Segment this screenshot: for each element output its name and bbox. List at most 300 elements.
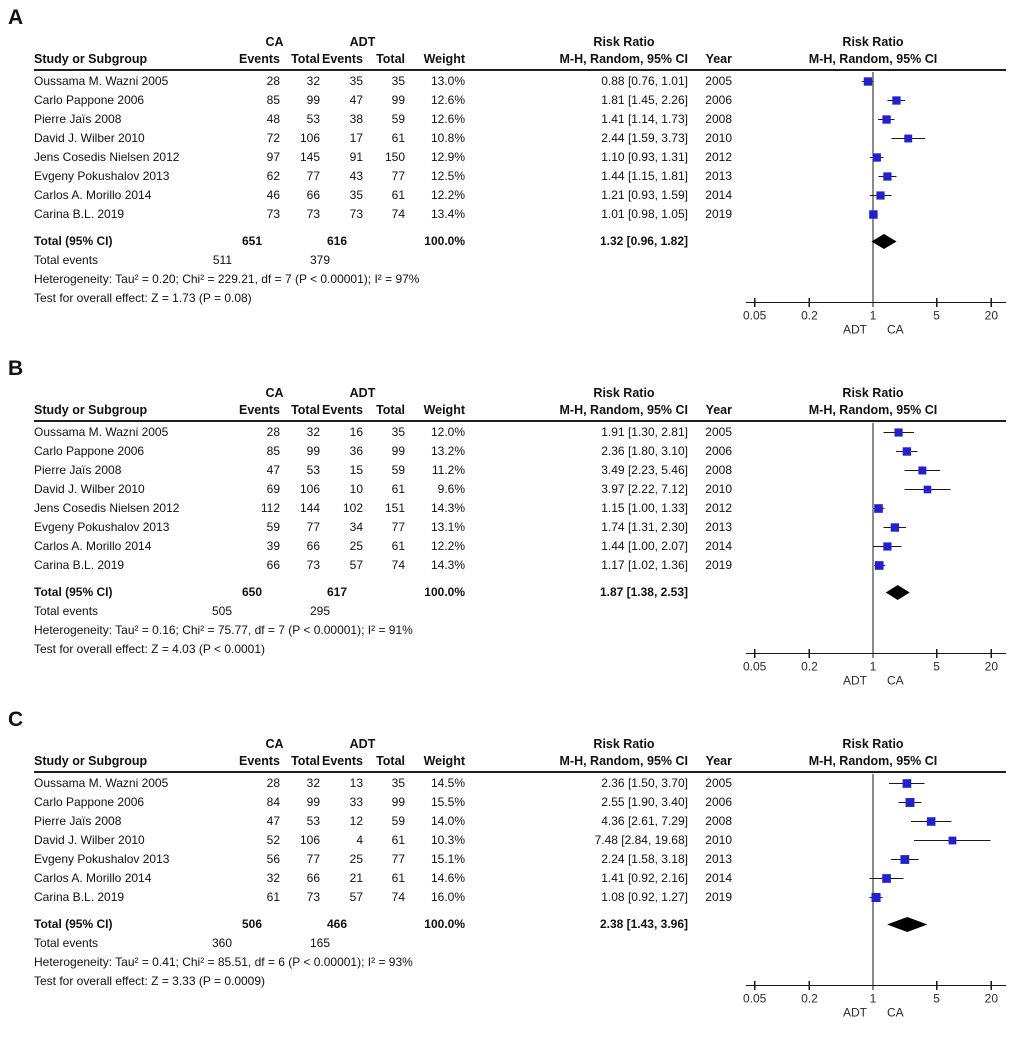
cell-adt-total: 61	[391, 833, 405, 847]
cell-year: 2005	[705, 776, 732, 790]
effect-marker	[894, 428, 902, 436]
cell-total-adt: 617	[326, 585, 347, 599]
col-group-ca: CA	[265, 35, 284, 49]
effect-marker	[924, 486, 932, 494]
cell-weight: 12.6%	[430, 93, 465, 107]
cell-risk-ratio: 1.44 [1.00, 2.07]	[601, 539, 688, 553]
cell-weight: 14.6%	[430, 871, 465, 885]
cell-study-name: David J. Wilber 2010	[34, 482, 145, 496]
effect-marker	[891, 523, 899, 531]
col-header-year: Year	[705, 52, 732, 66]
cell-adt-events: 38	[349, 112, 363, 126]
forest-panel-C	[0, 708, 1020, 1030]
cell-ca-events: 66	[266, 558, 280, 572]
cell-total-adt: 616	[326, 234, 347, 248]
cell-adt-events: 4	[356, 833, 363, 847]
forest-panel-A	[0, 6, 1020, 347]
cell-ca-total: 106	[299, 833, 320, 847]
col-header-adt-total: Total	[376, 754, 405, 768]
cell-year: 2012	[705, 150, 732, 164]
cell-study-name: David J. Wilber 2010	[34, 833, 145, 847]
axis-tick-label: 1	[869, 659, 877, 674]
cell-weight: 12.2%	[430, 188, 465, 202]
col-header-ca-events: Events	[239, 403, 280, 417]
cell-total-events-ca: 511	[212, 253, 232, 267]
axis-tick-label: 0.05	[742, 659, 767, 674]
cell-ca-total: 106	[299, 482, 320, 496]
cell-ca-events: 56	[266, 852, 280, 866]
cell-adt-events: 91	[349, 150, 363, 164]
cell-total-ca: 650	[241, 585, 262, 599]
overall-effect-note: Test for overall effect: Z = 4.03 (P < 0.0001)	[34, 642, 266, 656]
cell-year: 2006	[705, 444, 732, 458]
col-header-adt-events: Events	[322, 403, 363, 417]
overall-effect-note: Test for overall effect: Z = 1.73 (P = 0.08)	[34, 291, 252, 305]
cell-year: 2019	[705, 558, 732, 572]
cell-adt-events: 73	[349, 207, 363, 221]
cell-adt-total: 99	[391, 93, 405, 107]
cell-ca-total: 53	[306, 112, 320, 126]
effect-marker	[875, 561, 884, 570]
cell-risk-ratio: 2.24 [1.58, 3.18]	[601, 852, 688, 866]
cell-total-events-label: Total events	[34, 604, 99, 618]
cell-adt-events: 25	[349, 852, 363, 866]
effect-marker	[927, 817, 936, 826]
axis-tick-label: 20	[984, 308, 999, 323]
col-header-adt-total: Total	[376, 52, 405, 66]
effect-marker	[900, 855, 909, 864]
forest-plot-graph	[700, 736, 1020, 1030]
forest-panel-B	[0, 357, 1020, 698]
cell-adt-total: 99	[391, 444, 405, 458]
axis-tick-label: 1	[869, 991, 877, 1006]
cell-risk-ratio: 3.97 [2.22, 7.12]	[601, 482, 688, 496]
panel-body	[0, 736, 1020, 1030]
col-group-adt: ADT	[349, 737, 376, 751]
plot-subtitle: M-H, Random, 95% CI	[808, 754, 938, 768]
forest-plot-graph	[700, 34, 1020, 347]
effect-marker	[904, 135, 912, 143]
col-header-study: Study or Subgroup	[34, 754, 148, 768]
cell-ca-events: 112	[260, 501, 280, 515]
axis-tick-label: 0.05	[742, 308, 767, 323]
cell-ca-events: 52	[266, 833, 280, 847]
cell-year: 2019	[705, 207, 732, 221]
cell-weight: 9.6%	[437, 482, 465, 496]
effect-marker	[882, 115, 890, 123]
cell-study-name: Evgeny Pokushalov 2013	[34, 520, 170, 534]
cell-adt-total: 35	[391, 74, 405, 88]
cell-study-name: Carlos A. Morillo 2014	[34, 871, 152, 885]
cell-risk-ratio: 4.36 [2.61, 7.29]	[601, 814, 688, 828]
cell-ca-events: 69	[266, 482, 280, 496]
col-header-weight: Weight	[423, 52, 465, 66]
cell-risk-ratio: 1.15 [1.00, 1.33]	[601, 501, 688, 515]
cell-study-name: Carina B.L. 2019	[34, 890, 125, 904]
cell-year: 2014	[705, 188, 732, 202]
effect-marker	[874, 504, 883, 513]
cell-risk-ratio: 1.91 [1.30, 2.81]	[601, 425, 688, 439]
cell-adt-total: 61	[391, 539, 405, 553]
cell-weight: 13.4%	[430, 207, 465, 221]
effect-marker	[876, 191, 884, 199]
cell-total-risk-ratio: 2.38 [1.43, 3.96]	[599, 917, 688, 931]
cell-adt-events: 57	[349, 890, 363, 904]
cell-study-name: Oussama M. Wazni 2005	[34, 74, 169, 88]
col-header-weight: Weight	[423, 403, 465, 417]
favours-left-label: ADT	[843, 322, 867, 337]
cell-weight: 14.5%	[430, 776, 465, 790]
col-group-adt: ADT	[349, 35, 376, 49]
cell-ca-total: 77	[306, 169, 320, 183]
cell-year: 2012	[705, 501, 732, 515]
axis-tick-label: 1	[869, 308, 877, 323]
cell-weight: 13.0%	[430, 74, 465, 88]
cell-adt-events: 35	[349, 188, 363, 202]
cell-ca-total: 145	[299, 150, 320, 164]
col-header-ca-total: Total	[291, 754, 320, 768]
cell-adt-total: 61	[391, 131, 405, 145]
effect-marker	[883, 542, 891, 550]
cell-total-label: Total (95% CI)	[34, 585, 113, 599]
cell-study-name: David J. Wilber 2010	[34, 131, 145, 145]
summary-diamond	[886, 585, 910, 600]
cell-risk-ratio: 1.41 [1.14, 1.73]	[601, 112, 688, 126]
cell-ca-total: 73	[306, 558, 320, 572]
cell-adt-events: 13	[349, 776, 363, 790]
effect-marker	[903, 447, 911, 455]
cell-ca-total: 66	[306, 188, 320, 202]
cell-year: 2010	[705, 833, 732, 847]
cell-total-events-ca: 360	[211, 936, 232, 950]
col-header-ca-total: Total	[291, 403, 320, 417]
cell-adt-events: 21	[349, 871, 363, 885]
cell-ca-total: 66	[306, 539, 320, 553]
cell-adt-total: 74	[391, 207, 405, 221]
cell-ca-events: 73	[266, 207, 280, 221]
cell-adt-total: 99	[391, 795, 405, 809]
cell-year: 2008	[705, 463, 732, 477]
col-header-adt-events: Events	[322, 52, 363, 66]
effect-marker	[918, 467, 926, 475]
effect-marker	[869, 210, 877, 218]
cell-study-name: Jens Cosedis Nielsen 2012	[34, 501, 180, 515]
cell-weight: 16.0%	[430, 890, 465, 904]
axis-tick-label: 0.2	[801, 308, 818, 323]
cell-ca-total: 99	[306, 93, 320, 107]
cell-ca-total: 73	[306, 890, 320, 904]
cell-total-events-adt: 295	[309, 604, 330, 618]
cell-ca-events: 28	[266, 74, 280, 88]
cell-year: 2010	[705, 482, 732, 496]
cell-total-events-adt: 379	[309, 253, 330, 267]
cell-risk-ratio: 1.10 [0.93, 1.31]	[601, 150, 688, 164]
summary-diamond	[887, 917, 927, 932]
axis-tick-label: 0.05	[742, 991, 767, 1006]
favours-right-label: CA	[887, 673, 904, 688]
cell-risk-ratio: 1.17 [1.02, 1.36]	[601, 558, 688, 572]
heterogeneity-note: Heterogeneity: Tau² = 0.20; Chi² = 229.21, df = 7 (P < 0.00001); I² = 97%	[34, 272, 420, 286]
cell-weight: 10.8%	[430, 131, 465, 145]
cell-adt-events: 16	[349, 425, 363, 439]
cell-risk-ratio: 1.08 [0.92, 1.27]	[601, 890, 688, 904]
effect-marker	[882, 874, 891, 883]
heterogeneity-note: Heterogeneity: Tau² = 0.41; Chi² = 85.51, df = 6 (P < 0.00001); I² = 93%	[34, 955, 413, 969]
axis-tick-label: 5	[933, 991, 940, 1006]
cell-ca-total: 53	[306, 463, 320, 477]
cell-risk-ratio: 1.41 [0.92, 2.16]	[601, 871, 688, 885]
cell-weight: 15.5%	[430, 795, 465, 809]
cell-study-name: Carlo Pappone 2006	[34, 93, 145, 107]
cell-ca-events: 47	[266, 463, 280, 477]
cell-year: 2013	[705, 852, 732, 866]
col-group-risk-ratio: Risk Ratio	[593, 35, 655, 49]
cell-risk-ratio: 7.48 [2.84, 19.68]	[594, 833, 688, 847]
cell-weight: 14.3%	[430, 501, 465, 515]
cell-adt-events: 43	[349, 169, 363, 183]
effect-marker	[892, 96, 900, 104]
cell-ca-total: 99	[306, 795, 320, 809]
summary-diamond	[871, 234, 896, 249]
cell-ca-events: 61	[266, 890, 280, 904]
effect-marker	[906, 798, 915, 807]
cell-risk-ratio: 1.44 [1.15, 1.81]	[601, 169, 688, 183]
effect-marker	[873, 153, 881, 161]
favours-left-label: ADT	[843, 1005, 867, 1020]
cell-weight: 14.3%	[430, 558, 465, 572]
cell-adt-total: 77	[391, 852, 405, 866]
panel-label: C	[8, 708, 24, 731]
col-header-weight: Weight	[423, 754, 465, 768]
cell-ca-total: 66	[306, 871, 320, 885]
cell-total-weight: 100.0%	[424, 917, 465, 931]
cell-risk-ratio: 0.88 [0.76, 1.01]	[601, 74, 688, 88]
plot-subtitle: M-H, Random, 95% CI	[808, 403, 938, 417]
cell-study-name: Carlo Pappone 2006	[34, 795, 145, 809]
cell-risk-ratio: 2.55 [1.90, 3.40]	[601, 795, 688, 809]
cell-weight: 13.2%	[430, 444, 465, 458]
cell-year: 2010	[705, 131, 732, 145]
cell-ca-total: 99	[306, 444, 320, 458]
cell-year: 2013	[705, 169, 732, 183]
col-group-ca: CA	[265, 386, 284, 400]
cell-adt-events: 10	[349, 482, 363, 496]
cell-adt-total: 151	[384, 501, 405, 515]
cell-ca-events: 59	[266, 520, 280, 534]
cell-total-weight: 100.0%	[424, 234, 465, 248]
cell-study-name: Carina B.L. 2019	[34, 207, 125, 221]
cell-adt-events: 12	[349, 814, 363, 828]
panel-label: A	[8, 6, 24, 29]
cell-ca-total: 32	[306, 425, 320, 439]
cell-total-label: Total (95% CI)	[34, 234, 113, 248]
cell-adt-total: 77	[391, 169, 405, 183]
cell-adt-total: 61	[391, 482, 405, 496]
cell-ca-total: 77	[306, 520, 320, 534]
cell-risk-ratio: 2.36 [1.50, 3.70]	[601, 776, 688, 790]
cell-adt-events: 17	[349, 131, 363, 145]
cell-adt-total: 59	[391, 463, 405, 477]
cell-ca-events: 85	[266, 93, 280, 107]
cell-total-events-adt: 165	[309, 936, 330, 950]
cell-year: 2006	[705, 93, 732, 107]
cell-study-name: Pierre Jaïs 2008	[34, 814, 122, 828]
cell-ca-events: 62	[266, 169, 280, 183]
plot-subtitle: M-H, Random, 95% CI	[808, 52, 938, 66]
cell-total-risk-ratio: 1.87 [1.38, 2.53]	[599, 585, 688, 599]
cell-year: 2014	[705, 871, 732, 885]
col-header-study: Study or Subgroup	[34, 403, 148, 417]
effect-marker	[864, 77, 872, 85]
cell-ca-total: 32	[306, 74, 320, 88]
cell-study-name: Evgeny Pokushalov 2013	[34, 169, 170, 183]
cell-ca-total: 144	[299, 501, 320, 515]
cell-weight: 12.0%	[430, 425, 465, 439]
effect-marker	[903, 779, 912, 788]
cell-adt-total: 74	[391, 558, 405, 572]
cell-weight: 10.3%	[430, 833, 465, 847]
cell-ca-events: 46	[266, 188, 280, 202]
cell-ca-total: 106	[299, 131, 320, 145]
cell-risk-ratio: 3.49 [2.23, 5.46]	[601, 463, 688, 477]
cell-ca-events: 85	[266, 444, 280, 458]
cell-total-events-label: Total events	[34, 936, 99, 950]
cell-study-name: Oussama M. Wazni 2005	[34, 425, 169, 439]
cell-study-name: Carlos A. Morillo 2014	[34, 539, 152, 553]
cell-adt-total: 150	[384, 150, 405, 164]
cell-total-risk-ratio: 1.32 [0.96, 1.82]	[599, 234, 688, 248]
panel-body	[0, 34, 1020, 347]
cell-ca-events: 84	[266, 795, 280, 809]
cell-adt-events: 47	[349, 93, 363, 107]
cell-adt-total: 59	[391, 814, 405, 828]
cell-total-events-label: Total events	[34, 253, 99, 267]
cell-ca-events: 47	[266, 814, 280, 828]
cell-adt-total: 59	[391, 112, 405, 126]
favours-right-label: CA	[887, 322, 904, 337]
plot-title: Risk Ratio	[842, 35, 904, 49]
plot-title: Risk Ratio	[842, 737, 904, 751]
cell-risk-ratio: 1.81 [1.45, 2.26]	[601, 93, 688, 107]
effect-marker	[949, 837, 957, 845]
cell-adt-total: 61	[391, 188, 405, 202]
col-header-ca-events: Events	[239, 52, 280, 66]
effect-marker	[872, 893, 881, 902]
cell-weight: 14.0%	[430, 814, 465, 828]
cell-ca-events: 72	[266, 131, 280, 145]
cell-year: 2014	[705, 539, 732, 553]
cell-total-label: Total (95% CI)	[34, 917, 113, 931]
cell-study-name: Carlos A. Morillo 2014	[34, 188, 152, 202]
cell-ca-total: 32	[306, 776, 320, 790]
favours-left-label: ADT	[843, 673, 867, 688]
cell-risk-ratio: 2.36 [1.80, 3.10]	[601, 444, 688, 458]
cell-study-name: Pierre Jaïs 2008	[34, 463, 122, 477]
axis-tick-label: 20	[984, 991, 999, 1006]
axis-tick-label: 5	[933, 659, 940, 674]
axis-tick-label: 5	[933, 308, 940, 323]
cell-ca-total: 77	[306, 852, 320, 866]
panel-label: B	[8, 357, 24, 380]
overall-effect-note: Test for overall effect: Z = 3.33 (P = 0.0009)	[34, 974, 266, 988]
favours-right-label: CA	[887, 1005, 904, 1020]
cell-adt-total: 35	[391, 776, 405, 790]
forest-plot-graph	[700, 385, 1020, 698]
col-header-ca-total: Total	[291, 52, 320, 66]
cell-ca-events: 28	[266, 425, 280, 439]
cell-adt-events: 33	[349, 795, 363, 809]
col-group-adt: ADT	[349, 386, 376, 400]
col-header-ca-events: Events	[239, 754, 280, 768]
cell-weight: 12.9%	[430, 150, 465, 164]
cell-year: 2005	[705, 74, 732, 88]
axis-tick-label: 0.2	[801, 659, 818, 674]
col-header-ci: M-H, Random, 95% CI	[559, 52, 688, 66]
cell-year: 2008	[705, 814, 732, 828]
cell-total-ca: 651	[241, 234, 262, 248]
cell-year: 2006	[705, 795, 732, 809]
cell-year: 2013	[705, 520, 732, 534]
cell-total-ca: 506	[241, 917, 262, 931]
cell-study-name: Oussama M. Wazni 2005	[34, 776, 169, 790]
cell-total-events-ca: 505	[211, 604, 232, 618]
col-header-year: Year	[705, 754, 732, 768]
cell-weight: 13.1%	[430, 520, 465, 534]
plot-title: Risk Ratio	[842, 386, 904, 400]
axis-tick-label: 20	[984, 659, 999, 674]
cell-adt-total: 61	[391, 871, 405, 885]
col-group-risk-ratio: Risk Ratio	[593, 737, 655, 751]
col-group-risk-ratio: Risk Ratio	[593, 386, 655, 400]
col-header-year: Year	[705, 403, 732, 417]
cell-risk-ratio: 1.74 [1.31, 2.30]	[601, 520, 688, 534]
cell-study-name: Evgeny Pokushalov 2013	[34, 852, 170, 866]
col-header-adt-total: Total	[376, 403, 405, 417]
cell-adt-events: 35	[349, 74, 363, 88]
heterogeneity-note: Heterogeneity: Tau² = 0.16; Chi² = 75.77, df = 7 (P < 0.00001); I² = 91%	[34, 623, 413, 637]
cell-adt-total: 74	[391, 890, 405, 904]
cell-study-name: Pierre Jaïs 2008	[34, 112, 122, 126]
cell-adt-events: 34	[349, 520, 363, 534]
cell-weight: 12.5%	[430, 169, 465, 183]
cell-adt-total: 35	[391, 425, 405, 439]
cell-adt-events: 57	[349, 558, 363, 572]
effect-marker	[883, 172, 891, 180]
cell-weight: 12.6%	[430, 112, 465, 126]
cell-adt-events: 25	[349, 539, 363, 553]
cell-weight: 12.2%	[430, 539, 465, 553]
cell-ca-events: 48	[266, 112, 280, 126]
cell-adt-total: 77	[391, 520, 405, 534]
axis-tick-label: 0.2	[801, 991, 818, 1006]
col-header-ci: M-H, Random, 95% CI	[559, 754, 688, 768]
cell-total-adt: 466	[326, 917, 347, 931]
col-header-adt-events: Events	[322, 754, 363, 768]
panel-body	[0, 385, 1020, 698]
cell-year: 2008	[705, 112, 732, 126]
cell-year: 2005	[705, 425, 732, 439]
col-header-study: Study or Subgroup	[34, 52, 148, 66]
cell-adt-events: 15	[349, 463, 363, 477]
cell-ca-total: 73	[306, 207, 320, 221]
cell-weight: 11.2%	[431, 463, 465, 477]
cell-year: 2019	[705, 890, 732, 904]
cell-study-name: Carina B.L. 2019	[34, 558, 125, 572]
cell-ca-total: 53	[306, 814, 320, 828]
cell-total-weight: 100.0%	[424, 585, 465, 599]
cell-adt-events: 36	[349, 444, 363, 458]
cell-risk-ratio: 2.44 [1.59, 3.73]	[601, 131, 688, 145]
